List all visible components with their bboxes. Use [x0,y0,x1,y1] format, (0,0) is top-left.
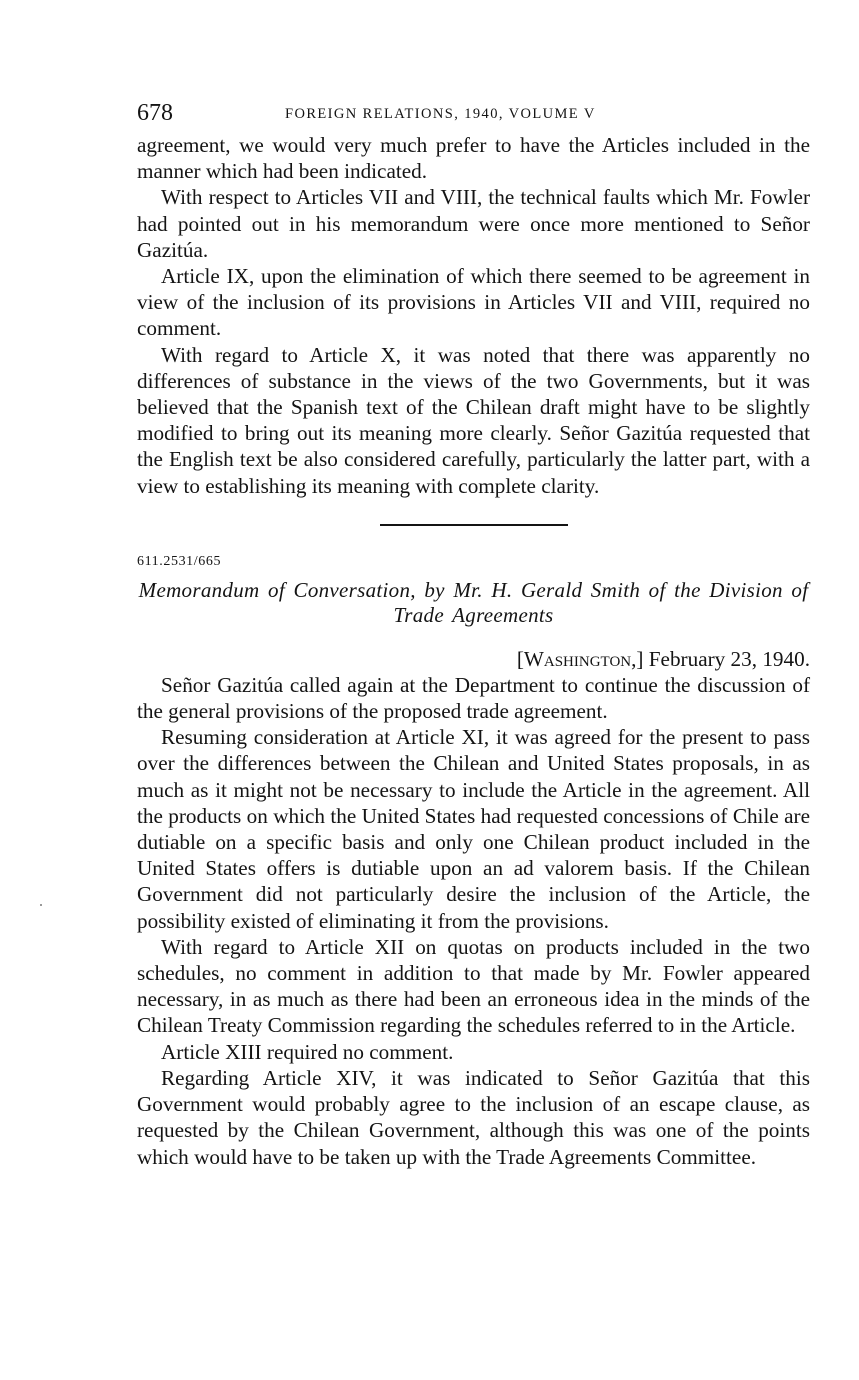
book-page [137,98,810,1170]
dateline-date: February 23, 1940. [648,646,810,671]
memorandum-body [137,672,810,1170]
file-number: 611.2531/665 [137,553,222,569]
paragraph: With respect to Articles VII and VIII, the technical faults which Mr. Fowler had pointed out in his memorandum were once more mentioned to Señor Gazitúa. [137,185,810,262]
continued-section [137,132,810,499]
dateline-place: [Washington,] [516,646,644,671]
paragraph: agreement, we would very much prefer to have the Articles included in the manner which had been indicated. [137,133,810,184]
page-number: 678 [137,100,173,126]
paragraph: With regard to Article XII on quotas on products included in the two schedules, no comment in addition to that made by Mr. Fowler appeared necessary, in as much as there had been an erroneous idea in the minds of the Chilean Treaty Commission regarding the schedules referred to in the Article. [137,934,810,1038]
paragraph: With regard to Article X, it was noted that there was apparently no differences of substance in the views of the two Governments, but it was believed that the Spanish text of the Chilean draft might have to be slightly modified to bring out its meaning more clearly. Señor Gazitúa requested that the English text be also considered carefully, particularly the latter part, with a view to establishing its meaning with complete clarity. [137,342,810,498]
paragraph: Article XIII required no comment. [161,1039,454,1064]
running-head-title: FOREIGN RELATIONS, 1940, VOLUME V [285,106,596,122]
margin-speck [40,904,42,906]
section-divider [380,524,568,526]
running-head [137,98,810,132]
paragraph: Señor Gazitúa called again at the Department to continue the discussion of the general provisions of the proposed trade agreement. [137,672,810,724]
paragraph: Article IX, upon the elimination of which there seemed to be agreement in view of the inclusion of its provisions in Articles VII and VIII, required no comment. [137,264,810,341]
dateline [137,646,810,672]
paragraph: Regarding Article XIV, it was indicated to Señor Gazitúa that this Government would probably agree to the inclusion of an escape clause, as requested by the Chilean Government, although this was one of the points which would have to be taken up with the Trade Agreements Committee. [137,1065,810,1169]
document-title: Memorandum of Conversation, by Mr. H. Gerald Smith of the Division of Trade Agreements [138,577,809,627]
paragraph: Resuming consideration at Article XI, it was agreed for the present to pass over the differences between the Chilean and United States proposals, in as much as it might not be necessary to include the Article in the agreement. All the products on which the United States had requested concessions of Chile are dutiable on a specific basis and only one Chilean product included in the United States offers is dutiable upon an ad valorem basis. If the Chilean Government did not particularly desire the inclusion of the Article, the possibility existed of eliminating it from the provisions. [137,725,810,933]
